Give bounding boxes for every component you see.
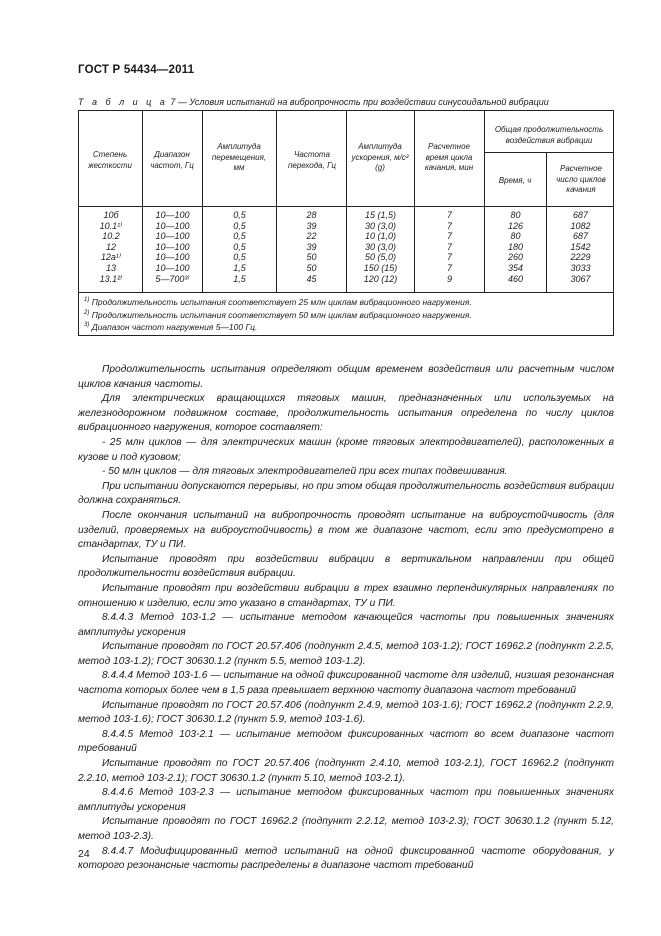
paragraph: При испытании допускаются перерывы, но при этом общая продолжительность воздействия вибрации должна сохраняться. <box>78 480 614 507</box>
footnote-mark: 1) <box>84 297 90 304</box>
paragraph: 8.4.4.3 Метод 103-1.2 — испытание методом качающейся частоты при повышенных значениях амплитуды ускорения <box>78 612 614 638</box>
table-cell: 12а¹⁾ <box>100 252 122 263</box>
table-cell: 10—100 <box>155 231 190 242</box>
table-cell: 10—100 <box>155 210 190 220</box>
table-caption-label: Т а б л и ц а <box>78 97 168 107</box>
paragraph: - 50 млн циклов — для тяговых электродвигателей при всех типах подвешивания. <box>102 466 508 478</box>
header-total: Общая продолжительность воздействия вибрации <box>494 125 604 145</box>
table-cell: 126 <box>507 220 524 231</box>
table-cell: 0,5 <box>233 252 246 263</box>
table-cell: 10—100 <box>155 262 190 273</box>
table-cell: 1,5 <box>233 273 246 284</box>
footnote-text: Диапазон частот нагружения 5—100 Гц. <box>91 322 258 332</box>
table-cell: 10—100 <box>155 220 190 231</box>
table-caption <box>78 97 549 107</box>
paragraph: 8.4.4.4 Метод 103-1.6 — испытание на одной фиксированной частоте для изделий, низшая резонансная частота которых более чем в 1,5 раза превышает верхнюю частоту диапазона частот требований <box>78 670 614 697</box>
column-cycle-time <box>415 210 484 284</box>
table-cell: 0,5 <box>233 231 246 242</box>
paragraph: Испытание проводят при воздействии вибрации в трех взаимно перпендикулярных направлениях по отношению к изделию, если это указано в стандартах, ТУ и ПИ. <box>78 582 614 609</box>
table-cell: 687 <box>572 210 589 220</box>
paragraph: Для электрических вращающихся тяговых машин, предназначенных или используемых на железнодорожном подвижном составе, продолжительность испытания определена по числу циклов вибрационного нагружения, которое составляет: <box>78 393 614 434</box>
paragraph: Испытание проводят по ГОСТ 20.57.406 (подпункт 2.4.5, метод 103-1.2); ГОСТ 16962.2 (подпункт 2.2.5, метод 103-1.2); ГОСТ 30630.1.2 (пункт 5.5, метод 103-1.2). <box>78 641 614 667</box>
table-cell: 5—700³⁾ <box>155 273 190 284</box>
table-cell: 1082 <box>570 220 591 231</box>
table-cell: 7 <box>446 262 452 273</box>
table-cell: 150 (15) <box>363 262 398 273</box>
table-cell: 39 <box>306 241 317 252</box>
header-accel: Амплитуда ускорения, м/с² (g) <box>351 142 409 172</box>
table-cell: 1,5 <box>233 262 246 273</box>
table-cell: 3067 <box>570 273 591 284</box>
column-accel <box>347 210 414 284</box>
table-cell: 10—100 <box>155 252 190 263</box>
table-cell: 45 <box>306 273 317 284</box>
paragraph: 8.4.4.6 Метод 103-2.3 — испытание методом фиксированных частот при повышенных значениях амплитуды ускорения <box>78 787 614 813</box>
table-cell: 7 <box>446 241 452 252</box>
table-cell: 7 <box>446 210 452 220</box>
table-cell: 10.2 <box>102 231 120 242</box>
header-time: Время, ч <box>498 176 532 185</box>
table-cell: 0,5 <box>233 220 246 231</box>
table-cell: 13.1²⁾ <box>99 273 123 284</box>
paragraph: 8.4.4.7 Модифицированный метод испытаний на одной фиксированной частоте оборудования, у которого резонансные частоты распределены в диапазоне частот требований <box>78 845 614 872</box>
table-cell: 9 <box>446 273 452 284</box>
table-cell: 39 <box>306 220 317 231</box>
paragraph: 8.4.4.5 Метод 103-2.1 — испытание методом фиксированных частот во всем диапазоне частот требований <box>78 728 614 755</box>
paragraph: После окончания испытаний на вибропрочность проводят испытание на виброустойчивость (для изделий, проверяемых на виброустойчивость) в том же диапазоне частот, если это предусмотрено в стандартах, ТУ и ПИ. <box>78 509 614 551</box>
column-degree <box>80 210 142 284</box>
table-footnote <box>84 297 472 307</box>
table-cell: 80 <box>510 231 521 242</box>
table-cell: 10.1¹⁾ <box>99 220 123 231</box>
table-cell: 30 (3,0) <box>364 241 397 252</box>
paragraph: Испытание проводят при воздействии вибрации в вертикальном направлении при общей продолжительности воздействия вибрации. <box>78 553 614 580</box>
table-cell: 12 <box>105 241 116 252</box>
paragraph: - 25 млн циклов — для электрических машин (кроме тяговых электродвигателей), расположенных в кузове и под кузовом; <box>78 436 614 463</box>
table-cell: 3033 <box>570 262 591 273</box>
column-cycles <box>547 210 614 284</box>
table-cell: 0,5 <box>233 241 246 252</box>
column-freq-range <box>143 210 202 284</box>
document-header: ГОСТ Р 54434—2011 <box>78 64 195 76</box>
header-cycle-time: Расчетное время цикла качания, мин <box>424 142 474 172</box>
table-cell: 10 (1,0) <box>364 231 397 242</box>
table-cell: 13 <box>105 262 116 273</box>
table-cell: 687 <box>572 231 589 242</box>
header-transition: Частота перехода, Гц <box>288 150 336 170</box>
table-cell: 460 <box>507 273 524 284</box>
footnote-text: Продолжительность испытания соответствует 25 млн циклам вибрационного нагружения. <box>91 297 472 307</box>
table-cell: 7 <box>446 220 452 231</box>
table-footnote <box>84 322 257 332</box>
table-cell: 1542 <box>570 241 591 252</box>
table-cell: 30 (3,0) <box>364 220 397 231</box>
table-cell: 50 (5,0) <box>364 252 397 263</box>
body-text <box>78 363 614 874</box>
footnote-mark: 3) <box>84 322 90 329</box>
header-cycles: Расчетное число циклов качания <box>556 164 606 194</box>
paragraph: Испытание проводят по ГОСТ 20.57.406 (подпункт 2.4.10, метод 103-2.1), ГОСТ 16962.2 (подпункт 2.2.10, метод 103-2.1); ГОСТ 30630.1.2 (пункт 5.10, метод 103-2.1). <box>78 758 614 784</box>
table-cell: 260 <box>507 252 524 263</box>
header-degree: Степень жесткости <box>88 150 132 170</box>
table-cell: 2229 <box>570 252 591 263</box>
table-cell: 0,5 <box>233 210 246 220</box>
footnote-mark: 2) <box>84 310 90 317</box>
footnote-text: Продолжительность испытания соответствует 50 млн циклам вибрационного нагружения. <box>91 310 472 320</box>
header-amplitude: Амплитуда перемещения, мм <box>211 142 267 172</box>
paragraph: Испытание проводят по ГОСТ 20.57.406 (подпункт 2.4.9, метод 103-1.6); ГОСТ 16962.2 (подпункт 2.2.9, метод 103-1.6); ГОСТ 30630.1.2 (пункт 5.9, метод 103-1.6). <box>78 699 614 726</box>
table-cell: 80 <box>510 210 521 220</box>
table-cell: 15 (1,5) <box>364 210 397 220</box>
column-time <box>485 210 546 284</box>
table-cell: 120 (12) <box>363 273 398 284</box>
table-cell: 7 <box>446 231 452 242</box>
table-cell: 180 <box>507 241 524 252</box>
table-footnote <box>84 310 472 320</box>
table-cell: 10—100 <box>155 241 190 252</box>
table-cell: 7 <box>446 252 452 263</box>
paragraph: Продолжительность испытания определяют общим временем воздействия или расчетным числом циклов качания частоты. <box>78 364 614 390</box>
column-transition <box>277 210 346 284</box>
column-amplitude <box>203 210 276 284</box>
table-cell: 50 <box>306 252 317 263</box>
page-number: 24 <box>78 848 90 860</box>
table-cell: 22 <box>306 231 317 242</box>
table-caption-text: 7 — Условия испытаний на вибропрочность при воздействии синусоидальной вибрации <box>170 97 549 107</box>
table-cell: 28 <box>306 210 317 220</box>
paragraph: Испытание проводят по ГОСТ 16962.2 (подпункт 2.2.12, метод 103-2.3); ГОСТ 30630.1.2 (пункт 5.12, метод 103-2.3). <box>78 816 614 842</box>
table-rule <box>78 292 614 293</box>
table-cell: 10б <box>103 210 119 220</box>
table-cell: 354 <box>507 262 524 273</box>
table-rule <box>484 152 614 153</box>
table-cell: 50 <box>306 262 317 273</box>
header-freq-range: Диапазон частот, Гц <box>150 150 194 170</box>
